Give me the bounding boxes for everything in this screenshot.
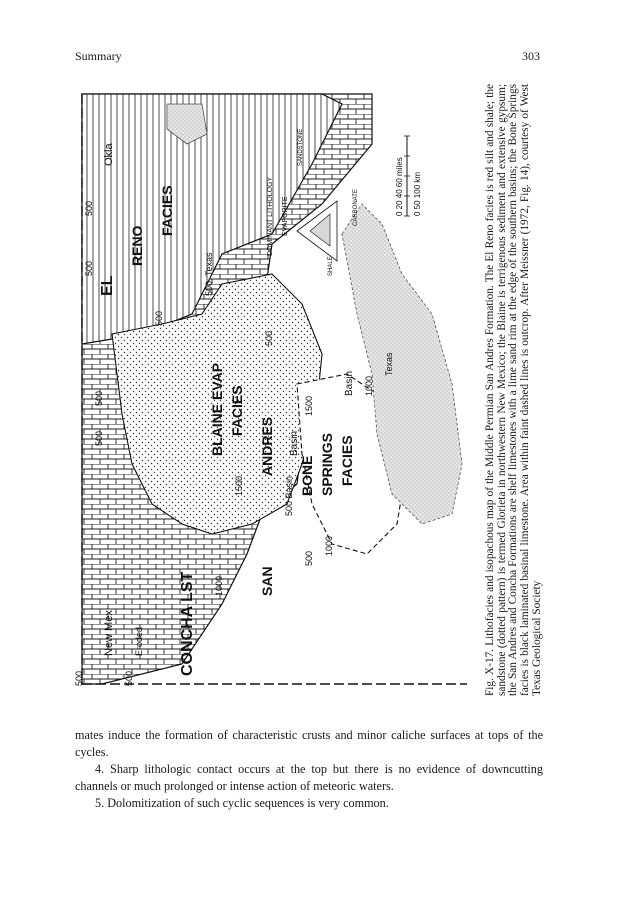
label-facies-blaine: FACIES <box>229 385 245 436</box>
contour-label: 500 <box>84 260 94 276</box>
label-concha: CONCHA LST <box>179 571 196 676</box>
lithofacies-map-figure <box>72 84 467 696</box>
legend-shale: SHALE <box>328 256 334 276</box>
label-basin-small: 500 Basin <box>284 475 294 516</box>
contour-label: 500 <box>74 670 84 686</box>
label-basin-right: Basin <box>344 370 355 396</box>
running-header: Summary <box>75 49 122 63</box>
contour-label: 1000 <box>364 375 374 396</box>
contour-label: 500 <box>84 200 94 216</box>
label-facies-bone: FACIES <box>339 435 355 486</box>
contour-label: 500 <box>94 390 104 406</box>
label-okla: Okla <box>103 143 115 166</box>
scale-miles: 0 20 40 60 miles <box>395 157 404 216</box>
label-el: EL <box>99 275 116 296</box>
page-number: 303 <box>522 49 540 63</box>
legend-sandstone: SANDSTONE <box>298 128 304 166</box>
scale-km: 0 50 100 km <box>413 171 422 216</box>
label-reno: RENO <box>129 225 145 266</box>
figure-caption: Fig. X-17. Lithofacies and isopachous map of the Middle Permian San Andres Formation. The El Reno facies is red silt and shale; the sandstone (dotted pattern) is termed Glorieta in northwestern New Mexico; the Blaine is terrigenous sediment and extensive gypsum; the San Andres and Concha Formations are shelf limestones with a lime sand rim at the edge of the southern basins; the Bone Springs facies is black laminated basinal limestone. Area within faint dashed lines is outcrop. After Meissner (1972, Fig. 14), courtesy of West Texas Geological Society <box>484 84 543 696</box>
label-basin-center: Basin <box>289 430 300 456</box>
contour-label: 500 <box>94 430 104 446</box>
legend-carbonate: CARBONATE <box>353 189 359 226</box>
body-text <box>75 727 543 812</box>
contour-label: 1000 <box>214 575 224 596</box>
contour-label: 500 <box>264 330 274 346</box>
contour-label: 1000 <box>324 535 334 556</box>
label-eroded: Eroded <box>134 626 144 656</box>
contour-label: 1500 <box>304 395 314 416</box>
contour-label: 500 <box>304 550 314 566</box>
scale-bar <box>395 136 422 216</box>
label-texas-top: Texas <box>204 252 214 276</box>
label-san: SAN <box>259 566 275 596</box>
label-new-mex: New Mex <box>103 610 115 656</box>
paragraph: mates induce the formation of characteristic crusts and minor caliche surfaces at tops of the cycles. <box>75 728 543 759</box>
paragraph: 4. Sharp lithologic contact occurs at the top but there is no evidence of downcutting channels or much prolonged or intense action of meteoric waters. <box>75 762 543 793</box>
label-blaine: BLAINE EVAP <box>209 362 225 456</box>
legend-title: DOMINANT LITHOLOGY <box>267 176 274 256</box>
label-bone: BONE <box>299 455 315 496</box>
contour-label: 1500 <box>234 475 244 496</box>
contour-label: 500 <box>204 280 214 296</box>
label-andres: ANDRES <box>259 416 275 476</box>
label-texas-bottom: Texas <box>384 352 394 376</box>
contour-label: 500 <box>124 670 134 686</box>
label-facies-reno: FACIES <box>159 185 175 236</box>
label-springs: SPRINGS <box>319 432 335 496</box>
contour-label: 500 <box>154 310 164 326</box>
lithofacies-map <box>72 84 467 696</box>
legend-evaporite: EVAPORITE <box>282 196 289 236</box>
paragraph: 5. Dolomitization of such cyclic sequences is very common. <box>95 796 389 810</box>
